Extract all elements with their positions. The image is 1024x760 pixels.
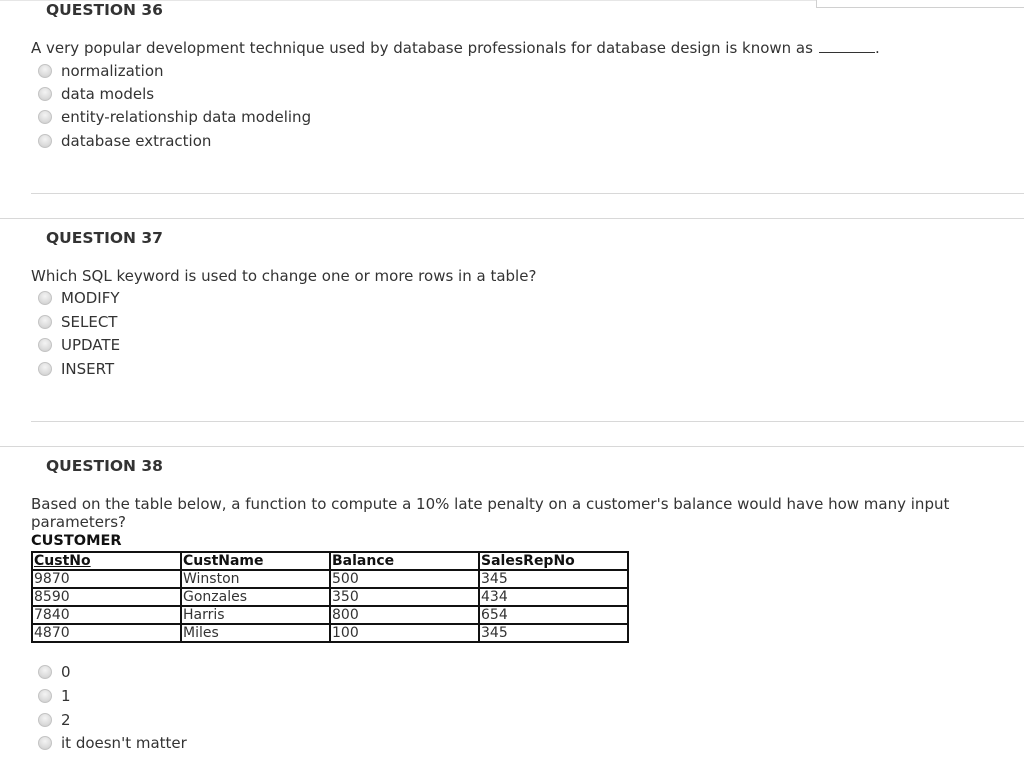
question-37-title: QUESTION 37 — [46, 229, 163, 247]
table-cell: 800 — [330, 606, 479, 624]
question-36-option-2[interactable] — [38, 85, 154, 103]
question-36-option-1[interactable] — [38, 62, 164, 80]
question-37-text: Which SQL keyword is used to change one or more rows in a table? — [31, 267, 537, 285]
radio-button[interactable] — [38, 110, 52, 124]
question-38-option-1[interactable] — [38, 663, 71, 681]
question-38-option-2[interactable] — [38, 687, 71, 705]
table-title: CUSTOMER — [31, 533, 122, 549]
radio-button[interactable] — [38, 736, 52, 750]
table-cell: 434 — [479, 588, 628, 606]
table-cell: 350 — [330, 588, 479, 606]
question-38-option-4[interactable] — [38, 734, 187, 752]
question-37-option-2[interactable] — [38, 313, 117, 331]
radio-button[interactable] — [38, 87, 52, 101]
question-divider — [31, 193, 1024, 194]
question-38-title: QUESTION 38 — [46, 457, 163, 475]
option-label: INSERT — [61, 360, 115, 378]
radio-button[interactable] — [38, 338, 52, 352]
table-cell: 8590 — [32, 588, 181, 606]
question-37-option-4[interactable] — [38, 360, 114, 378]
option-label: it doesn't matter — [61, 734, 187, 752]
question-36-option-3[interactable] — [38, 108, 311, 126]
option-label: SELECT — [61, 313, 118, 331]
radio-button[interactable] — [38, 64, 52, 78]
radio-button[interactable] — [38, 315, 52, 329]
question-divider — [0, 218, 1024, 219]
question-36-option-4[interactable] — [38, 132, 211, 150]
table-cell: 4870 — [32, 624, 181, 642]
table-cell: 500 — [330, 570, 479, 588]
option-label: normalization — [61, 62, 164, 80]
question-37-option-3[interactable] — [38, 336, 120, 354]
radio-button[interactable] — [38, 665, 52, 679]
customer-table — [31, 551, 629, 643]
table-cell: Miles — [181, 624, 330, 642]
column-header-balance: Balance — [330, 552, 479, 570]
question-38-option-3[interactable] — [38, 711, 71, 729]
table-header-row — [32, 552, 628, 570]
option-label: data models — [61, 85, 155, 103]
table-cell: 345 — [479, 624, 628, 642]
question-divider — [31, 421, 1024, 422]
option-label: 2 — [61, 711, 71, 729]
table-cell: 7840 — [32, 606, 181, 624]
table-cell: Harris — [181, 606, 330, 624]
question-36-suffix: . — [874, 39, 880, 57]
table-cell: 654 — [479, 606, 628, 624]
radio-button[interactable] — [38, 291, 52, 305]
table-row — [32, 606, 628, 624]
radio-button[interactable] — [38, 134, 52, 148]
radio-button[interactable] — [38, 362, 52, 376]
fill-blank — [819, 51, 875, 53]
question-37-option-1[interactable] — [38, 289, 120, 307]
radio-button[interactable] — [38, 713, 52, 727]
option-label: entity-relationship data modeling — [61, 108, 312, 126]
top-right-panel — [816, 0, 1024, 8]
table-cell: 100 — [330, 624, 479, 642]
option-label: database extraction — [61, 132, 212, 150]
question-divider — [0, 446, 1024, 447]
question-38-text: Based on the table below, a function to compute a 10% late penalty on a customer's balance would have how many input parameters? — [31, 495, 950, 531]
question-36-prompt: A very popular development technique used by database professionals for database design is known as — [31, 39, 813, 57]
column-header-custno: CustNo — [32, 552, 181, 570]
question-36-text — [31, 39, 880, 57]
table-cell: 9870 — [32, 570, 181, 588]
column-header-salesrepno: SalesRepNo — [479, 552, 628, 570]
table-row — [32, 570, 628, 588]
question-36-title: QUESTION 36 — [46, 1, 163, 19]
option-label: UPDATE — [61, 336, 121, 354]
option-label: 1 — [61, 687, 71, 705]
option-label: 0 — [61, 663, 71, 681]
option-label: MODIFY — [61, 289, 120, 307]
table-row — [32, 588, 628, 606]
table-cell: Winston — [181, 570, 330, 588]
table-row — [32, 624, 628, 642]
table-cell: Gonzales — [181, 588, 330, 606]
column-header-custname: CustName — [181, 552, 330, 570]
table-cell: 345 — [479, 570, 628, 588]
radio-button[interactable] — [38, 689, 52, 703]
